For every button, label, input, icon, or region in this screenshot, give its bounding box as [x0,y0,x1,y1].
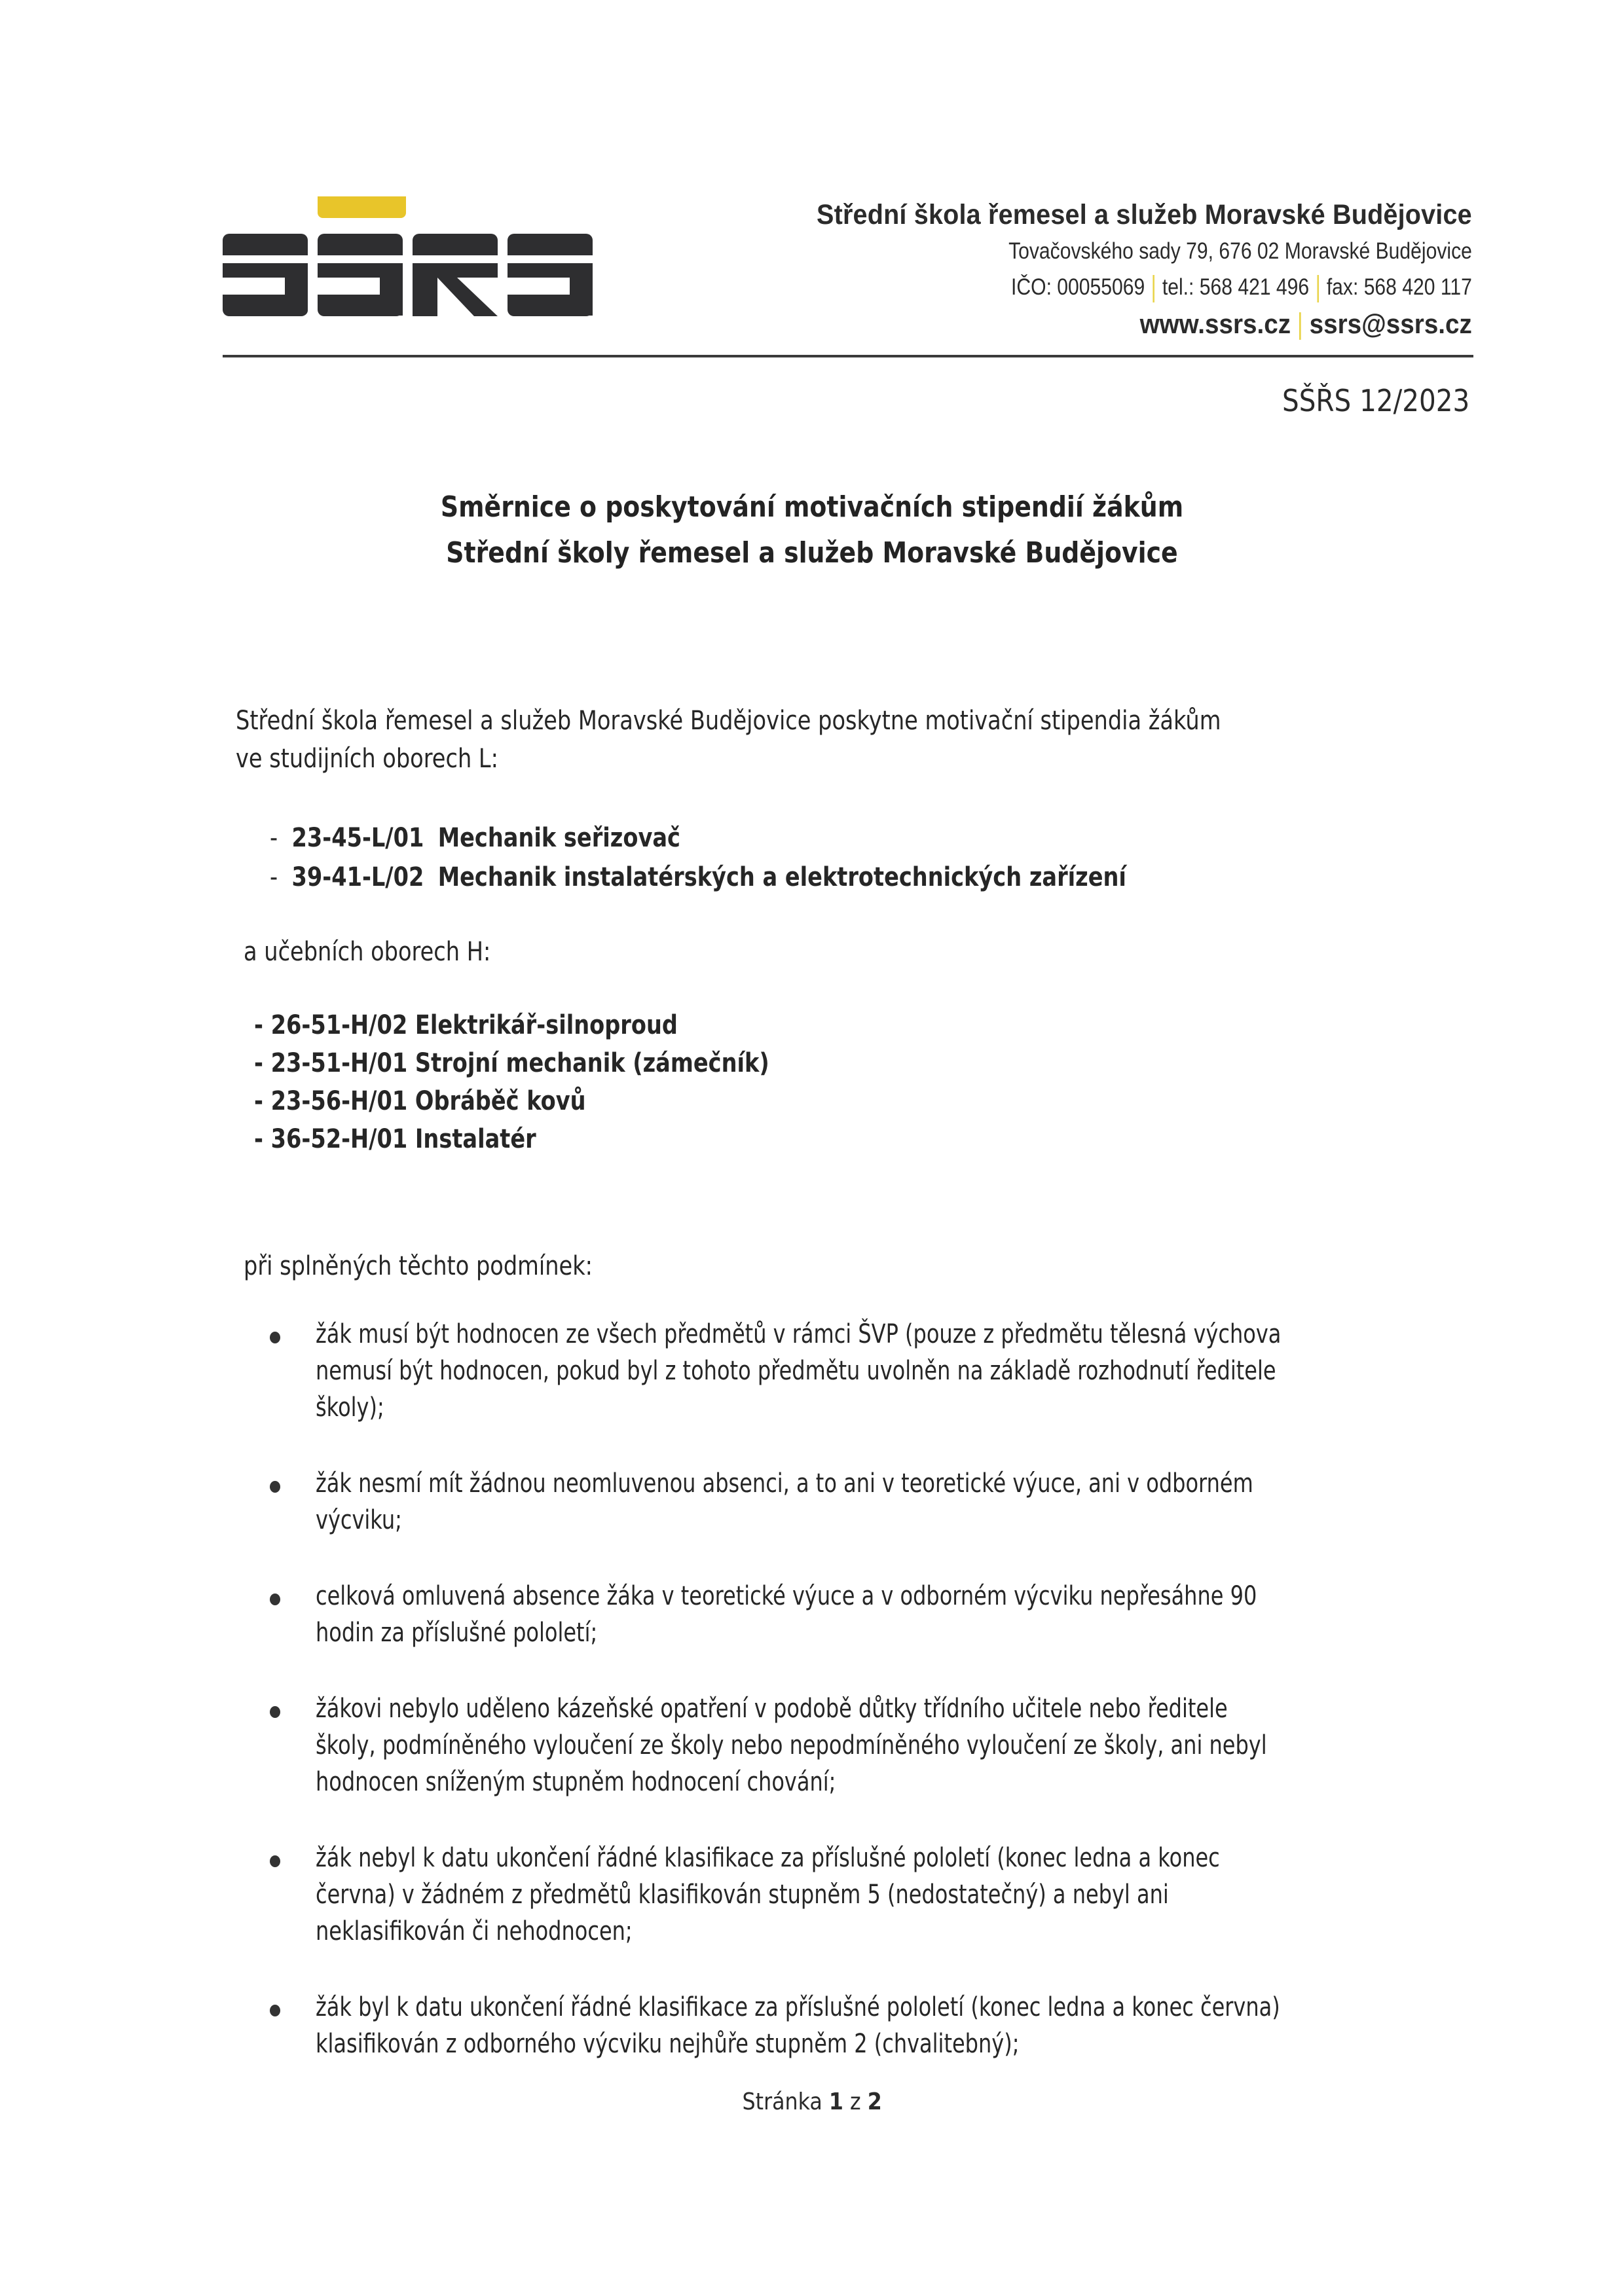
intro-line-1: Střední škola řemesel a služeb Moravské Budějovice poskytne motivační stipendia žákům [236,706,1221,736]
condition-item [262,1578,1473,1651]
condition-line: žák nebyl k datu ukončení řádné klasifikace za příslušné pololetí (konec ledna a konec [316,1843,1220,1873]
bullet-icon [270,1481,280,1493]
logo-letter-s3 [507,234,548,319]
school-name: Střední škola řemesel a služeb Moravské Budějovice [817,199,1472,230]
page-footer [0,2088,1624,2115]
conditions-list [262,1316,1473,2102]
bullet-icon [270,2005,280,2016]
study-fields-h-list [254,1006,868,1158]
condition-item [262,1465,1473,1539]
logo-letter-r [413,234,453,319]
condition-line: žák nesmí mít žádnou neomluvenou absenci, a to ani v teoretické výuce, ani v odborném [316,1468,1253,1499]
school-ico: IČO: 00055069 [1011,274,1145,300]
condition-line: hodnocen sníženým stupněm hodnocení chování; [316,1767,836,1797]
study-field-item: - 36-52-H/01 Instalatér [254,1124,536,1154]
title-line-2: Střední školy řemesel a služeb Moravské Budějovice [446,536,1178,570]
school-ids [859,269,1472,305]
bullet-icon [270,1706,280,1718]
study-field-item: - 39-41-L/02 Mechanik instalatérských a elektrotechnických zařízení [270,862,1126,892]
condition-line: školy, podmíněného vyloučení ze školy nebo nepodmíněného vyloučení ze školy, ani nebyl [316,1730,1267,1760]
condition-line: žák musí být hodnocen ze všech předmětů v rámci ŠVP (pouze z předmětu tělesná výchova [316,1319,1282,1349]
apprentice-fields-intro: a učebních oborech H: [244,937,491,967]
logo-letter-s1 [223,234,263,319]
separator [1153,275,1154,302]
study-field-item: - 23-45-L/01 Mechanik seřizovač [270,823,680,853]
study-fields-l-list [270,818,1289,897]
bullet-icon [270,1594,280,1605]
condition-line: nemusí být hodnocen, pokud byl z tohoto předmětu uvolněn na základě rozhodnutí ředitele [316,1356,1276,1386]
bullet-icon [270,1332,280,1343]
logo-r-leg [437,278,498,316]
condition-item [262,1840,1473,1950]
condition-line: celková omluvená absence žáka v teoretické výuce a v odborném výcviku nepřesáhne 90 [316,1581,1257,1611]
page-label: Stránka [742,2088,822,2115]
school-email-link[interactable]: ssrs@ssrs.cz [1309,308,1472,339]
condition-line: hodin za příslušné pololetí; [316,1618,598,1648]
page-indicator [742,2088,881,2115]
document-number: SŠŘS 12/2023 [1282,383,1469,418]
school-web-line [817,305,1472,343]
school-fax: fax: 568 420 117 [1326,274,1472,300]
intro-paragraph [236,702,1409,778]
logo-letter-s2 [318,234,358,319]
school-logo [223,196,583,314]
study-field-item: - 26-51-H/02 Elektrikář-silnoproud [254,1010,678,1040]
separator [1317,275,1319,302]
school-tel: tel.: 568 421 496 [1162,274,1310,300]
school-contact-block [760,196,1472,343]
condition-line: června) v žádném z předmětů klasifikován stupněm 5 (nedostatečný) a nebyl ani [316,1880,1169,1910]
header-divider [223,355,1473,357]
document-title [0,484,1624,576]
total-pages: 2 [867,2088,882,2115]
study-field-item: - 23-51-H/01 Strojní mechanik (zámečník) [254,1048,769,1078]
condition-line: žák byl k datu ukončení řádné klasifikace za příslušné pololetí (konec ledna a konec června) [316,1992,1280,2022]
condition-line: neklasifikován či nehodnocen; [316,1916,633,1946]
current-page: 1 [828,2088,843,2115]
bullet-icon [270,1855,280,1867]
condition-line: žákovi nebylo uděleno kázeňské opatření v podobě důtky třídního učitele nebo ředitele [316,1694,1228,1724]
condition-line: výcviku; [316,1505,402,1535]
intro-line-2: ve studijních oborech L: [236,744,498,774]
conditions-intro: při splněných těchto podmínek: [244,1251,593,1281]
title-line-1: Směrnice o poskytování motivačních stipendií žákům [440,490,1184,524]
school-address: Tovačovského sady 79, 676 02 Moravské Budějovice [1008,238,1472,264]
condition-line: školy); [316,1393,384,1423]
condition-item [262,1989,1473,2062]
school-website-link[interactable]: www.ssrs.cz [1139,308,1291,339]
separator [1299,312,1301,340]
logo-accent-bar [318,196,406,218]
condition-line: klasifikován z odborného výcviku nejhůře stupněm 2 (chvalitebný); [316,2029,1020,2059]
condition-item [262,1690,1473,1800]
page-of: z [849,2088,861,2115]
study-field-item: - 23-56-H/01 Obráběč kovů [254,1086,586,1116]
condition-item [262,1316,1473,1426]
